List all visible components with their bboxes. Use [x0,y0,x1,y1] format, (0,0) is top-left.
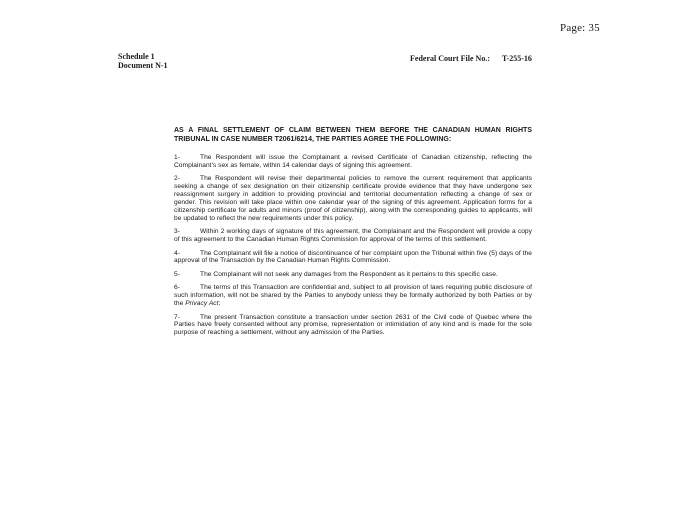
page-number: Page: 35 [560,22,600,34]
paragraph-4 [174,250,532,266]
paragraph-number: 3- [174,228,180,236]
paragraph-text: The Respondent will revise their departmental policies to remove the current requirement that applicants seeking a change of sex designation on their citizenship certificate provide evidence that they have undergone sex reassignment surgery in addition to providing provincial and territorial documentation reflecting a change of sex or gender. This revision will take place within one calendar year of the signing of this agreement. Application forms for a citizenship certificate for adults and minors (proof of citizenship), along with the corresponding guides to applicants, will be updated to reflect the new requirements under this policy. [174,175,532,222]
paragraph-2 [174,175,532,222]
document-label: Document N-1 [118,61,168,70]
privacy-act-reference: Privacy Act [185,300,219,308]
paragraph-text: The terms of this Transaction are confidential and, subject to all provision of laws requiring public disclosure of such information, will not be shared by the Parties to anybody unless they be formally authorized by both Parties or by the [174,284,532,308]
paragraph-text: The Complainant will not seek any damages from the Respondent as it pertains to this specific case. [200,270,498,278]
paragraph-number: 5- [174,270,180,278]
paragraph-7 [174,314,532,338]
paragraph-tail: ; [218,300,221,308]
court-file-number: T-255-16 [501,54,532,63]
settlement-body [174,127,532,343]
paragraph-number: 4- [174,249,180,257]
paragraph-number: 7- [174,313,180,321]
paragraph-number: 2- [174,175,180,183]
schedule-reference [118,52,168,70]
paragraph-number: 6- [174,284,180,292]
court-file-reference [410,54,532,63]
paragraph-text: The present Transaction constitute a transaction under section 2631 of the Civil code of Quebec where the Parties have freely consented without any promise, representation or intimidation of any kind and is made for the sole purpose of reaching a settlement, without any admission of the Parties. [174,313,532,337]
paragraph-text: Within 2 working days of signature of this agreement, the Complainant and the Respondent will provide a copy of this agreement to the Canadian Human Rights Commission for approval of the terms of this settlement. [174,228,532,244]
paragraph-number: 1- [174,154,180,161]
court-file-label: Federal Court File No.: [410,54,490,63]
paragraph-text: The Respondent will issue the Complainant a revised Certificate of Canadian citizenship, reflecting the Complainant's sex as female, within 14 calendar days of signing this agreement. [174,154,532,169]
settlement-intro: AS A FINAL SETTLEMENT OF CLAIM BETWEEN THEM BEFORE THE CANADIAN HUMAN RIGHTS TRIBUNAL IN CASE NUMBER T2061/6214, THE PARTIES AGREE THE FOLLOWING: [174,127,532,143]
schedule-label: Schedule 1 [118,52,155,61]
paragraph-text: The Complainant will file a notice of discontinuance of her complaint upon the Tribunal within five (5) days of the approval of the Transaction by the Canadian Human Rights Commission. [174,249,532,265]
paragraph-5 [174,271,532,279]
paragraph-1 [174,154,532,170]
paragraph-6 [174,284,532,308]
paragraph-3 [174,228,532,244]
